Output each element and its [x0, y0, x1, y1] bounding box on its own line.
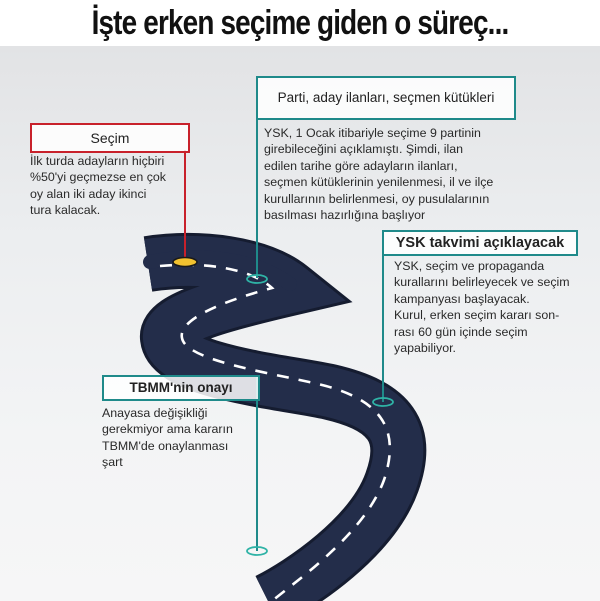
tbmm-heading: TBMM'nin onayı [129, 380, 233, 395]
page-title: İşte erken seçime giden o süreç... [91, 4, 509, 42]
secim-heading: Seçim [90, 130, 130, 146]
parti-body: YSK, 1 Ocak itibariyle seçime 9 partinin girebileceğini açıklamıştı. Şimdi, ilan edilen tarihe göre adayların ilanları, seçmen kütüklerinin yenilenmesi, il ve ilçe kurullarının belirlenmesi, oy pusulalarının basılması hazırlığına başlıyor [264, 126, 494, 223]
secim-body: İlk turda adayların hiçbiri %50'yi geçmezse en çok oy alan iki aday ikinci tura kalacak. [30, 154, 166, 218]
tbmm-body: Anayasa değişikliği gerekmiyor ama kararın TBMM'de onaylanması şart [102, 406, 233, 470]
secim-heading-box [30, 123, 190, 153]
parti-heading: Parti, aday ilanları, seçmen kütükleri [277, 90, 495, 105]
secim-marker [173, 258, 197, 267]
ysk-heading: YSK takvimi açıklayacak [395, 235, 565, 251]
ysk-body: YSK, seçim ve propaganda kurallarını belirleyecek ve seçim kampanyası başlayacak. Kurul, erken seçim kararı son- rası 60 gün içinde seçim yapabiliyor. [394, 259, 570, 356]
ysk-heading-box [382, 230, 578, 256]
tbmm-heading-box [102, 375, 260, 401]
parti-heading-box [256, 76, 516, 120]
